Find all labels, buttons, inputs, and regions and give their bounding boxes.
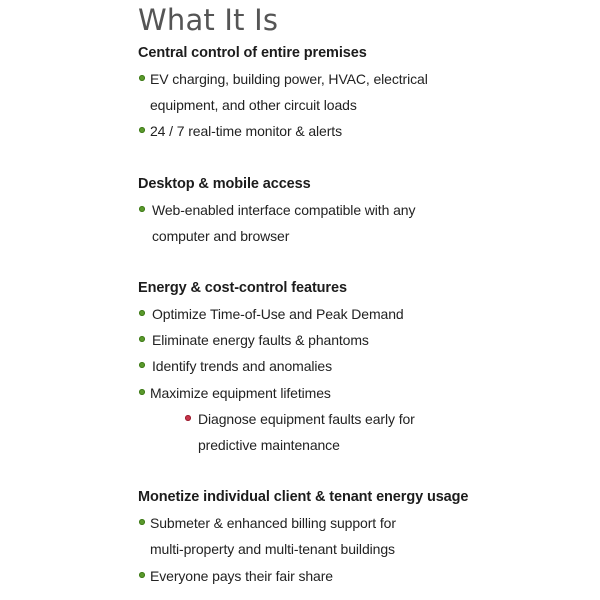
list-item-text: Submeter & enhanced billing support for xyxy=(150,515,396,532)
list-item-text: Everyone pays their fair share xyxy=(150,567,333,584)
sub-list-item xyxy=(138,406,578,458)
section-heading: Desktop & mobile access xyxy=(138,175,311,192)
bullet-list xyxy=(138,510,578,589)
list-item-text: Maximize equipment lifetimes xyxy=(150,384,331,401)
list-item-text: EV charging, building power, HVAC, electrical xyxy=(150,71,428,87)
section-energy-cost xyxy=(138,275,578,458)
bullet-list xyxy=(138,66,578,145)
green-bullet-icon xyxy=(139,127,145,133)
list-item-text: Web-enabled interface compatible with any xyxy=(152,201,416,218)
list-item-text-continued: computer and browser xyxy=(152,227,290,244)
list-item xyxy=(138,301,578,327)
document-page xyxy=(138,0,578,589)
green-bullet-icon xyxy=(139,310,145,316)
list-item-text: Identify trends and anomalies xyxy=(152,358,332,375)
red-bullet-icon xyxy=(185,415,191,421)
green-bullet-icon xyxy=(139,389,145,395)
list-item-text: 24 / 7 real-time monitor & alerts xyxy=(150,123,342,140)
list-item xyxy=(138,510,578,562)
list-item xyxy=(138,353,578,379)
green-bullet-icon xyxy=(139,336,145,342)
sub-list-item-text-continued: predictive maintenance xyxy=(198,437,340,454)
bullet-list xyxy=(138,301,578,458)
section-central-control xyxy=(138,40,578,145)
list-item xyxy=(138,563,578,589)
section-heading: Central control of entire premises xyxy=(138,45,367,61)
list-item-text-continued: equipment, and other circuit loads xyxy=(150,97,357,114)
bullet-list xyxy=(138,197,578,249)
list-item-text-continued: multi-property and multi-tenant buildings xyxy=(150,541,395,558)
list-item xyxy=(138,66,578,118)
section-monetize-usage xyxy=(138,484,578,589)
list-item xyxy=(138,380,578,406)
section-heading: Monetize individual client & tenant energy usage xyxy=(138,489,469,506)
green-bullet-icon xyxy=(139,519,145,525)
list-item-text: Eliminate energy faults & phantoms xyxy=(152,332,369,349)
green-bullet-icon xyxy=(139,572,145,578)
green-bullet-icon xyxy=(139,206,145,212)
section-heading: Energy & cost-control features xyxy=(138,280,347,297)
page-title: What It Is xyxy=(138,3,279,37)
section-desktop-mobile xyxy=(138,171,578,249)
list-item xyxy=(138,197,578,249)
green-bullet-icon xyxy=(139,75,145,81)
list-item-text: Optimize Time-of-Use and Peak Demand xyxy=(152,306,404,323)
list-item xyxy=(138,327,578,353)
sub-list-item-text: Diagnose equipment faults early for xyxy=(198,410,415,427)
green-bullet-icon xyxy=(139,362,145,368)
list-item xyxy=(138,118,578,144)
